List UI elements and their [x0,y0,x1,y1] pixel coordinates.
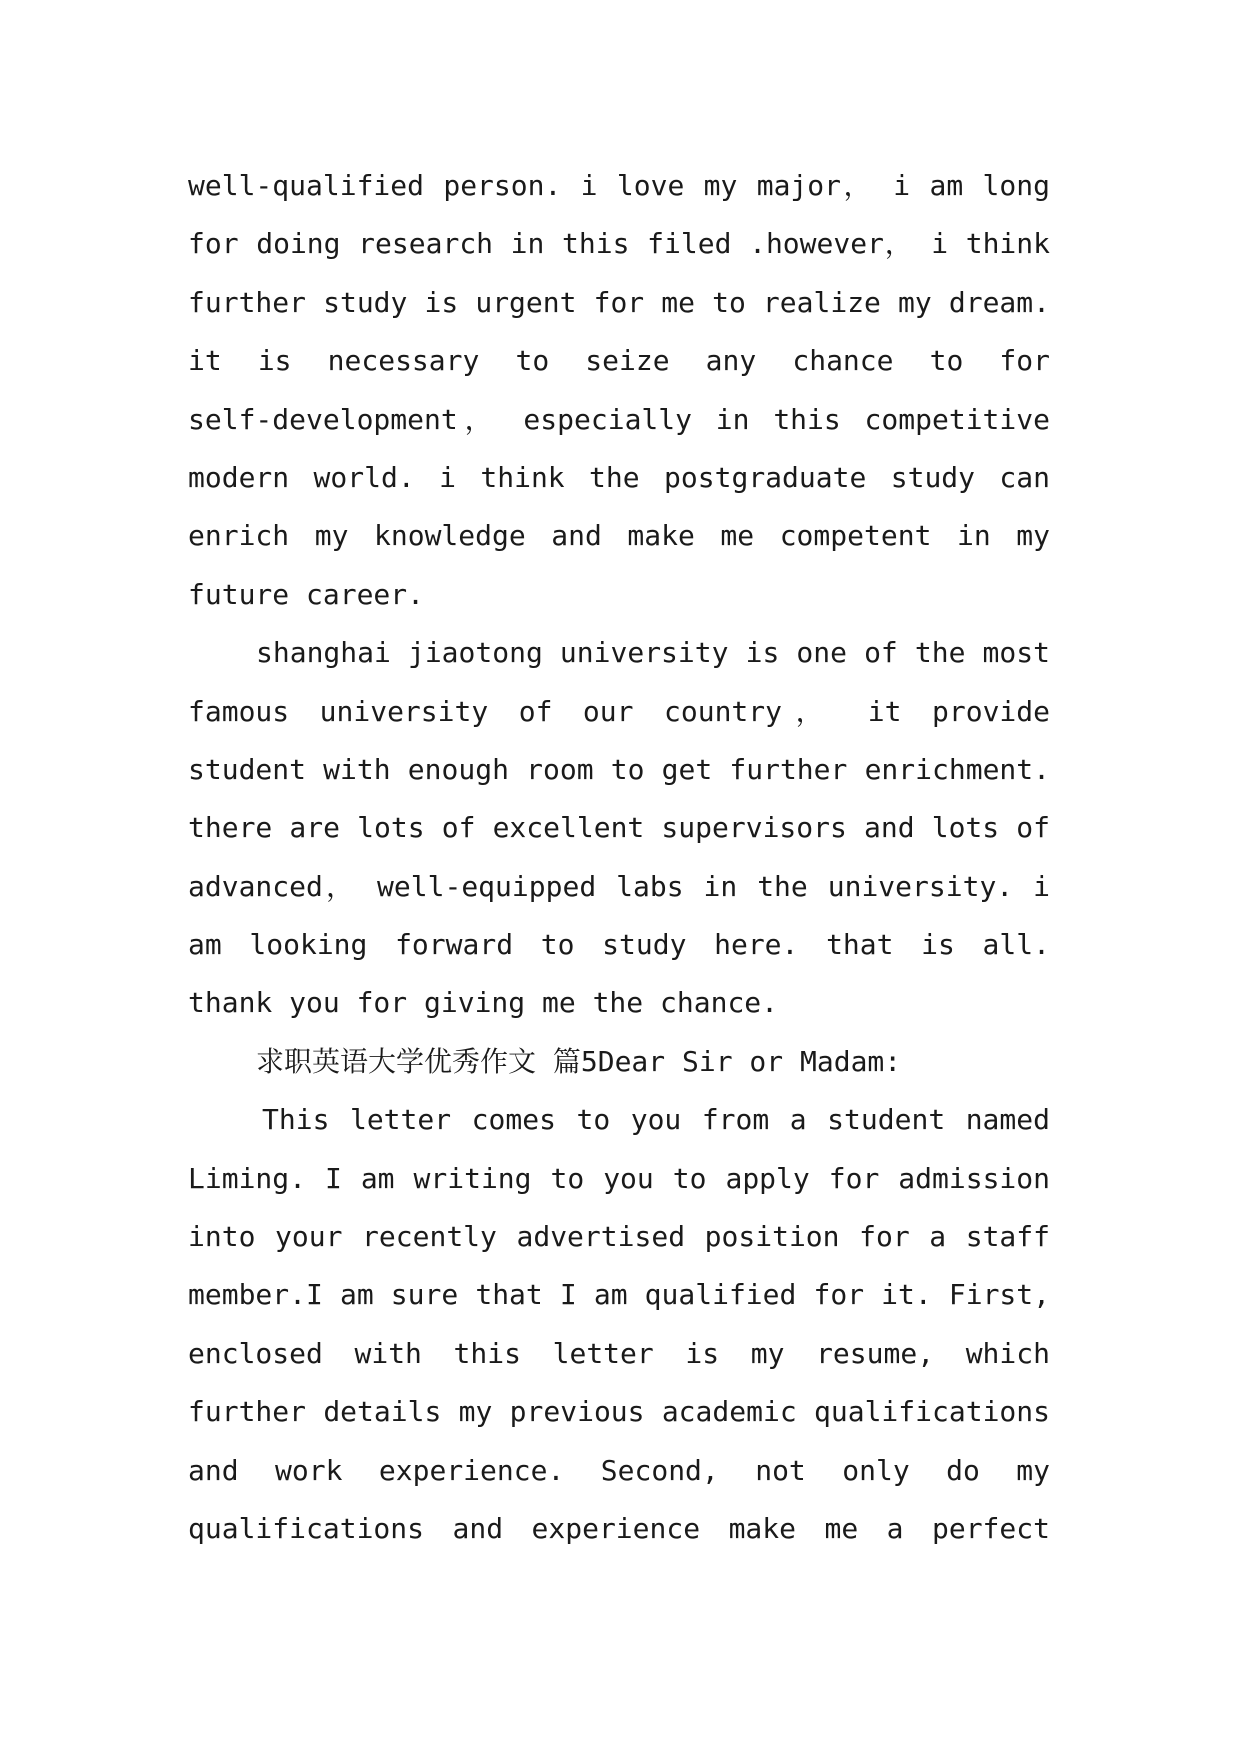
document-body [188,157,1050,1558]
paragraph-1 [188,157,1050,624]
paragraph-2 [188,624,1050,1033]
heading-line: 求职英语大学优秀作文 篇5Dear Sir or Madam: [256,1044,902,1078]
text-line: thank you for giving me the chance. [188,986,779,1020]
text-line: student with enough room to get further enrichment. [188,752,1050,786]
text-line: qualifications and experience make me a perfect [188,1511,1050,1545]
text-line: advanced， well-equipped labs in the university. i [188,869,1050,903]
text-line: into your recently advertised position for a staff [188,1220,1050,1254]
text-line: and work experience. Second, not only do my [188,1453,1050,1487]
text-line: further details my previous academic qualifications [188,1395,1050,1429]
text-line: future career. [188,577,425,611]
text-line: am looking forward to study here. that is all. [188,928,1050,962]
text-line: further study is urgent for me to realize my dream. [188,285,1050,319]
text-line: famous university of our country， it provide [188,694,1050,728]
text-line: for doing research in this filed .however， i think [188,227,1050,261]
text-line: Liming. I am writing to you to apply for admission [188,1161,1050,1195]
text-line: well-qualified person. i love my major， i am long [188,169,1050,202]
text-line: it is necessary to seize any chance to for [188,344,1050,378]
paragraph-3 [188,1091,1050,1558]
text-line: shanghai jiaotong university is one of the most [256,636,1050,670]
text-line: self-development， especially in this competitive [188,402,1050,436]
text-line: member.I am sure that I am qualified for it. First, [188,1278,1050,1312]
text-line: This letter comes to you from a student named [262,1103,1050,1137]
text-line: modern world. i think the postgraduate study can [188,460,1050,494]
text-line: enrich my knowledge and make me competent in my [188,519,1050,553]
text-line: there are lots of excellent supervisors and lots of [188,811,1050,845]
section-heading [188,1033,1050,1091]
text-line: enclosed with this letter is my resume, which [188,1336,1050,1370]
